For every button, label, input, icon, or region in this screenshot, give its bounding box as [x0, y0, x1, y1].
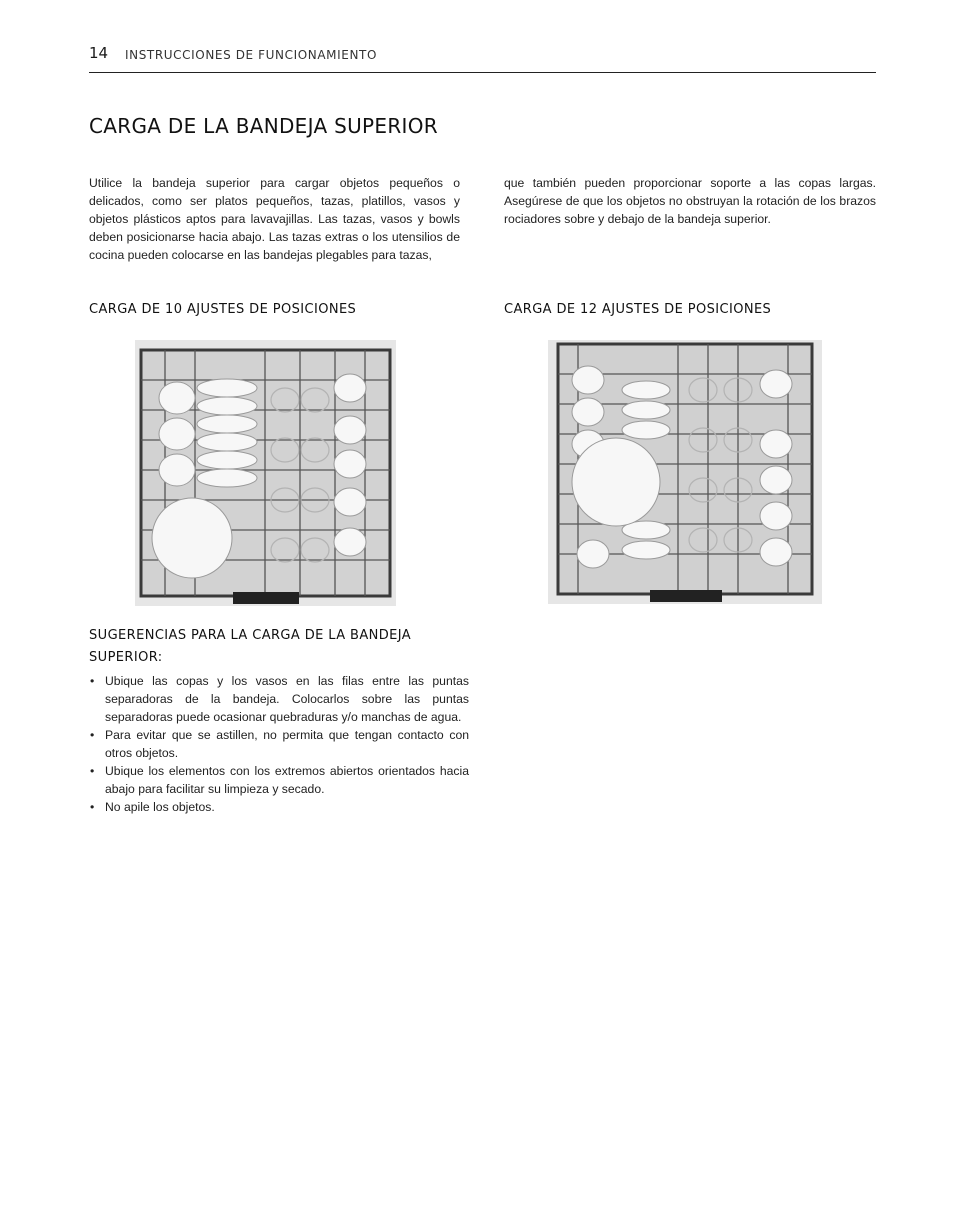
- tips-heading: SUGERENCIAS PARA LA CARGA DE LA BANDEJA SUPERIOR:: [89, 628, 412, 665]
- rack-photo-12-settings: [548, 340, 822, 604]
- list-item: • Para evitar que se astillen, no permita que tengan contacto con otros objetos.: [89, 726, 469, 762]
- list-item: • No apile los objetos.: [89, 798, 469, 816]
- rack-photo-10-settings: [135, 340, 396, 606]
- list-item: • Ubique los elementos con los extremos abiertos orientados hacia abajo para facilitar su limpieza y secado.: [89, 762, 469, 798]
- running-header: INSTRUCCIONES DE FUNCIONAMIENTO: [125, 48, 377, 62]
- page-number: 14: [89, 44, 109, 62]
- intro-paragraph-left: Utilice la bandeja superior para cargar objetos pequeños o delicados, como ser platos pequeños, tazas, platillos, vasos y objetos plásticos aptos para lavavajillas. Las tazas, vasos y bowls deben posicionarse hacia abajo. Las tazas extras o los utensilios de cocina pueden colocarse en las bandejas plegables para tazas,: [89, 176, 460, 262]
- load-12-heading: CARGA DE 12 AJUSTES DE POSICIONES: [504, 302, 772, 317]
- list-item: • Ubique las copas y los vasos en las filas entre las puntas separadoras de la bandeja. Colocarlos sobre las puntas separadoras puede ocasionar quebraduras y/o manchas de agua.: [89, 672, 469, 726]
- load-10-heading: CARGA DE 10 AJUSTES DE POSICIONES: [89, 302, 357, 317]
- page-title: CARGA DE LA BANDEJA SUPERIOR: [89, 114, 438, 138]
- tips-list: [89, 672, 469, 816]
- intro-paragraph-right: que también pueden proporcionar soporte a las copas largas. Asegúrese de que los objetos no obstruyan la rotación de los brazos rociadores sobre y debajo de la bandeja superior.: [504, 176, 876, 226]
- header-rule: [89, 72, 876, 73]
